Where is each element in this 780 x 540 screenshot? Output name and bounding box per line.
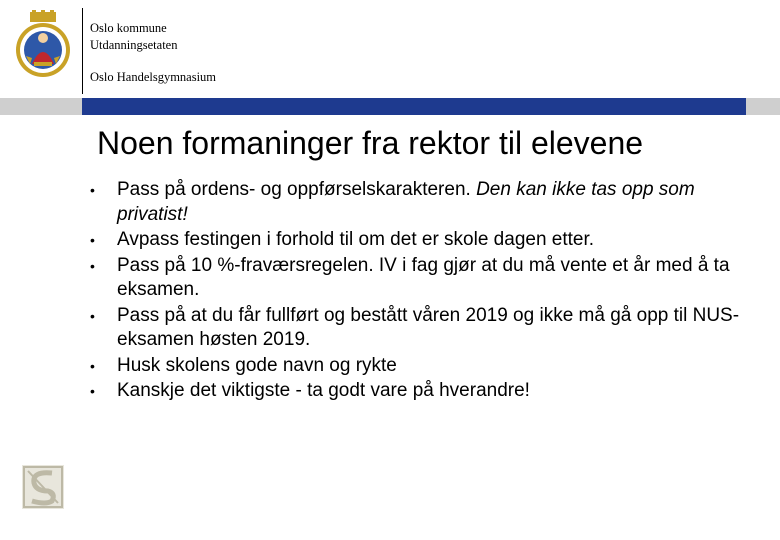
bullet-item [90, 379, 760, 404]
bullet-text: Pass på ordens- og oppførselskarakteren. [117, 179, 477, 200]
bullet-item [90, 254, 760, 303]
bullet-list [90, 178, 760, 405]
bullet-icon: • [90, 182, 95, 198]
header-divider [82, 8, 83, 94]
header-band-right [746, 98, 780, 115]
bullet-icon: • [90, 383, 95, 399]
bullet-text: Pass på 10 %-fraværsregelen. IV i fag gjør at du må vente et år med å ta eksamen. [117, 254, 730, 300]
bullet-text: Avpass festingen i forhold til om det er skole dagen etter. [117, 229, 595, 250]
bullet-icon: • [90, 232, 95, 248]
oslo-coat-of-arms-logo [12, 10, 74, 80]
bullet-item [90, 178, 760, 227]
bullet-item [90, 354, 760, 379]
bullet-icon: • [90, 307, 95, 324]
bullet-item [90, 304, 760, 353]
bullet-text: Pass på at du får fullført og bestått våren 2019 og ikke må gå opp til NUS-eksamen høsten 2019. [117, 304, 740, 350]
bullet-text: Kanskje det viktigste - ta godt vare på hverandre! [117, 380, 530, 401]
bullet-text: Husk skolens gode navn og rykte [117, 354, 397, 376]
school-name: Oslo Handelsgymnasium [90, 70, 217, 84]
header-band-left [0, 98, 82, 115]
header-band-blue [82, 98, 746, 115]
slide-title: Noen formaninger fra rektor til elevene [97, 125, 644, 161]
oslo-watermark-icon [22, 465, 64, 509]
bullet-icon: • [90, 257, 95, 274]
bullet-emphasis: Den kan ikke tas opp som privatist! [117, 179, 695, 225]
bullet-icon: • [90, 357, 95, 374]
bullet-item [90, 228, 760, 253]
org-name: Oslo kommune [90, 21, 167, 35]
org-department: Utdanningsetaten [90, 38, 178, 52]
